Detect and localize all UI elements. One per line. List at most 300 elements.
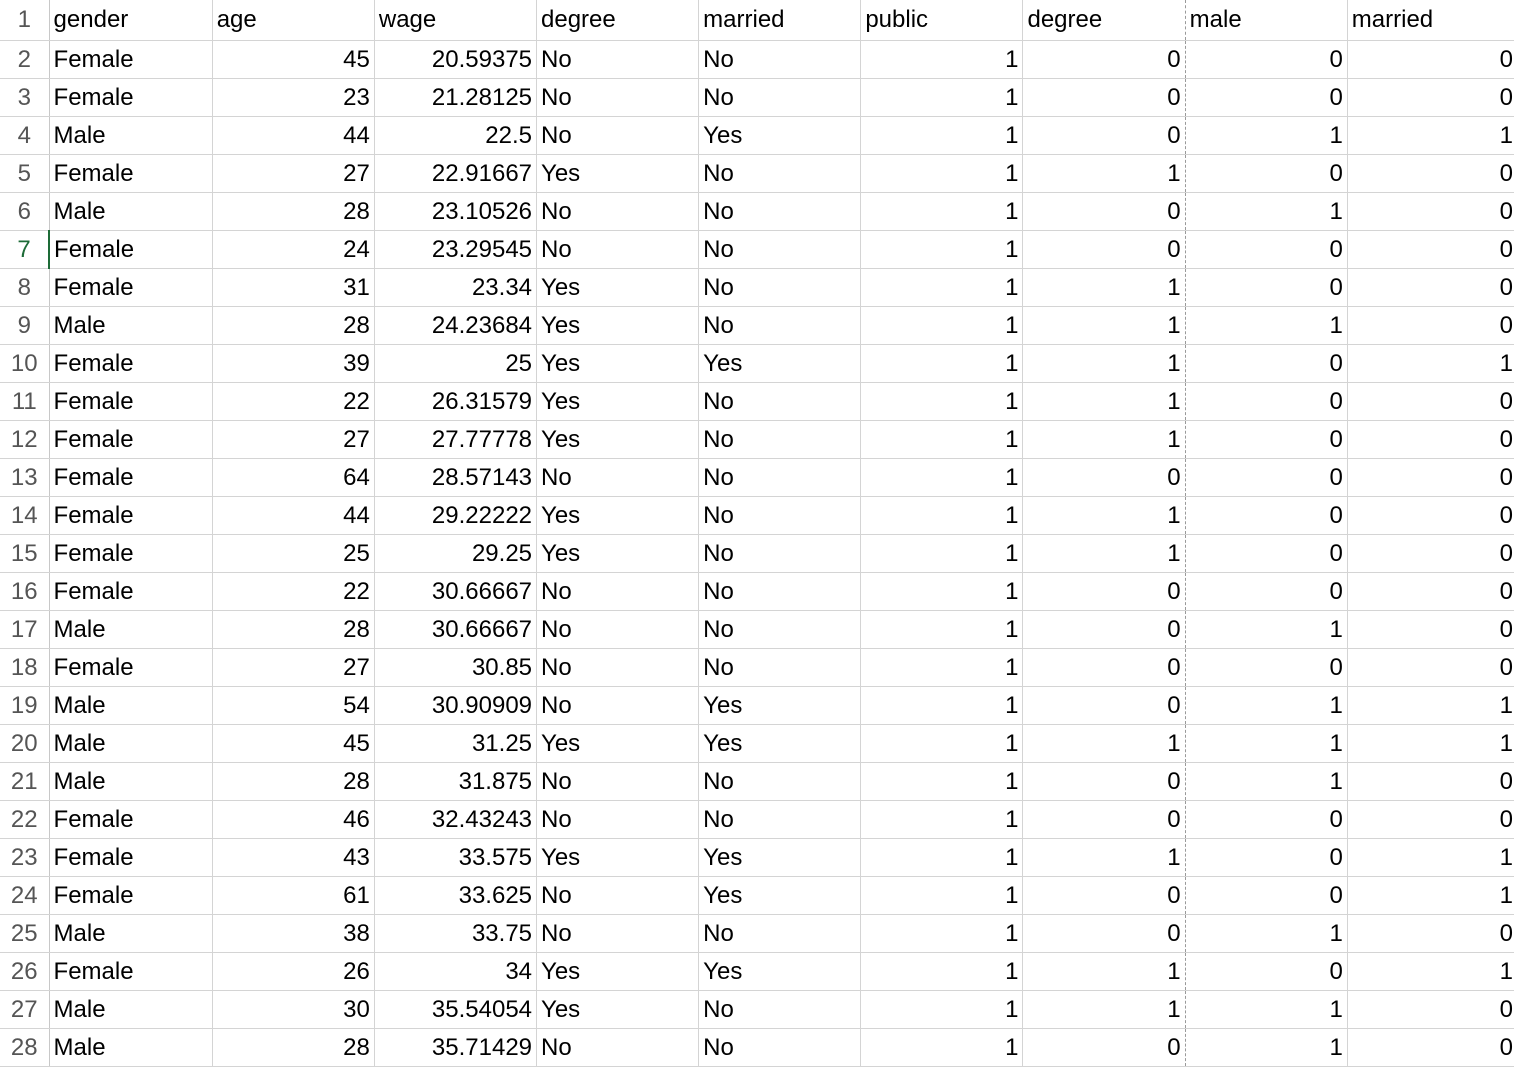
- table-cell[interactable]: 0: [1347, 915, 1514, 953]
- table-cell[interactable]: 28: [212, 611, 374, 649]
- table-cell[interactable]: Yes: [537, 383, 699, 421]
- table-cell[interactable]: 45: [212, 41, 374, 79]
- table-cell[interactable]: No: [699, 41, 861, 79]
- table-cell[interactable]: Female: [49, 801, 212, 839]
- table-cell[interactable]: 1: [1023, 535, 1185, 573]
- table-cell[interactable]: 30: [212, 991, 374, 1029]
- table-cell[interactable]: 1: [861, 687, 1023, 725]
- table-cell[interactable]: 33.75: [374, 915, 536, 953]
- table-cell[interactable]: 1: [1347, 953, 1514, 991]
- table-cell[interactable]: 27: [212, 649, 374, 687]
- table-cell[interactable]: Yes: [699, 877, 861, 915]
- table-cell[interactable]: 0: [1347, 193, 1514, 231]
- table-cell[interactable]: 1: [861, 611, 1023, 649]
- table-cell[interactable]: No: [699, 155, 861, 193]
- table-cell[interactable]: 0: [1347, 497, 1514, 535]
- table-cell[interactable]: Yes: [537, 155, 699, 193]
- table-cell[interactable]: 1: [1185, 915, 1347, 953]
- table-cell[interactable]: 29.22222: [374, 497, 536, 535]
- table-row: [0, 915, 1514, 953]
- table-cell[interactable]: 1: [1023, 307, 1185, 345]
- table-cell[interactable]: 32.43243: [374, 801, 536, 839]
- table-cell[interactable]: Female: [49, 459, 212, 497]
- table-cell[interactable]: No: [699, 535, 861, 573]
- table-cell[interactable]: No: [537, 193, 699, 231]
- table-row: [0, 649, 1514, 687]
- table-cell[interactable]: 61: [212, 877, 374, 915]
- table-row: [0, 231, 1514, 269]
- row-number[interactable]: 22: [0, 801, 49, 839]
- table-cell[interactable]: 1: [861, 573, 1023, 611]
- table-cell[interactable]: 1: [1185, 611, 1347, 649]
- table-cell[interactable]: 0: [1023, 763, 1185, 801]
- table-row: [0, 763, 1514, 801]
- table-cell[interactable]: No: [537, 573, 699, 611]
- table-cell[interactable]: 25: [212, 535, 374, 573]
- table-cell[interactable]: Female: [49, 41, 212, 79]
- table-row: [0, 193, 1514, 231]
- header-cell[interactable]: male: [1185, 0, 1347, 41]
- table-cell[interactable]: 27: [212, 155, 374, 193]
- table-cell[interactable]: No: [537, 877, 699, 915]
- table-cell[interactable]: 1: [861, 193, 1023, 231]
- table-cell[interactable]: Male: [49, 763, 212, 801]
- table-cell[interactable]: 1: [861, 155, 1023, 193]
- table-cell[interactable]: 0: [1347, 801, 1514, 839]
- table-cell[interactable]: 33.575: [374, 839, 536, 877]
- table-cell[interactable]: 1: [861, 915, 1023, 953]
- table-cell[interactable]: 0: [1185, 535, 1347, 573]
- table-row: [0, 117, 1514, 155]
- row-number[interactable]: 27: [0, 991, 49, 1029]
- table-cell[interactable]: Male: [49, 687, 212, 725]
- table-cell[interactable]: 45: [212, 725, 374, 763]
- header-cell[interactable]: degree: [537, 0, 699, 41]
- table-cell[interactable]: 29.25: [374, 535, 536, 573]
- table-cell[interactable]: Yes: [537, 725, 699, 763]
- table-row: [0, 687, 1514, 725]
- table-cell[interactable]: 31.875: [374, 763, 536, 801]
- table-cell[interactable]: 0: [1347, 421, 1514, 459]
- table-cell[interactable]: No: [699, 801, 861, 839]
- table-cell[interactable]: 1: [861, 307, 1023, 345]
- row-number[interactable]: 12: [0, 421, 49, 459]
- table-cell[interactable]: 54: [212, 687, 374, 725]
- table-row: [0, 801, 1514, 839]
- table-cell[interactable]: Yes: [537, 839, 699, 877]
- header-cell[interactable]: age: [212, 0, 374, 41]
- table-cell[interactable]: 1: [1023, 383, 1185, 421]
- row-number[interactable]: 3: [0, 79, 49, 117]
- table-cell[interactable]: No: [699, 269, 861, 307]
- table-cell[interactable]: No: [699, 79, 861, 117]
- table-cell[interactable]: Female: [49, 535, 212, 573]
- table-cell[interactable]: 1: [1185, 117, 1347, 155]
- table-cell[interactable]: Yes: [699, 117, 861, 155]
- table-cell[interactable]: No: [699, 1029, 861, 1067]
- table-cell[interactable]: 23: [212, 79, 374, 117]
- table-cell[interactable]: 0: [1185, 79, 1347, 117]
- table-cell[interactable]: 0: [1023, 649, 1185, 687]
- table-cell[interactable]: No: [537, 1029, 699, 1067]
- table-cell[interactable]: No: [699, 763, 861, 801]
- table-cell[interactable]: 0: [1347, 383, 1514, 421]
- table-cell[interactable]: 23.10526: [374, 193, 536, 231]
- table-cell[interactable]: 30.66667: [374, 573, 536, 611]
- table-row: [0, 41, 1514, 79]
- table-cell[interactable]: 0: [1023, 79, 1185, 117]
- row-number[interactable]: 24: [0, 877, 49, 915]
- table-cell[interactable]: 1: [861, 649, 1023, 687]
- row-number[interactable]: 11: [0, 383, 49, 421]
- row-number[interactable]: 17: [0, 611, 49, 649]
- table-cell[interactable]: No: [537, 41, 699, 79]
- table-cell[interactable]: 0: [1185, 839, 1347, 877]
- table-cell[interactable]: 1: [1347, 345, 1514, 383]
- table-cell[interactable]: 24: [212, 231, 374, 269]
- table-cell[interactable]: No: [699, 649, 861, 687]
- table-cell[interactable]: 1: [861, 421, 1023, 459]
- table-cell[interactable]: Male: [49, 991, 212, 1029]
- table-cell[interactable]: 0: [1185, 421, 1347, 459]
- table-cell[interactable]: 1: [1185, 763, 1347, 801]
- table-cell[interactable]: 0: [1347, 231, 1514, 269]
- table-cell[interactable]: 38: [212, 915, 374, 953]
- table-cell[interactable]: No: [537, 79, 699, 117]
- table-cell[interactable]: 35.71429: [374, 1029, 536, 1067]
- table-cell[interactable]: 1: [1185, 725, 1347, 763]
- table-cell[interactable]: 0: [1185, 877, 1347, 915]
- table-cell[interactable]: 0: [1185, 383, 1347, 421]
- table-cell[interactable]: 1: [1023, 953, 1185, 991]
- table-cell[interactable]: 1: [1023, 991, 1185, 1029]
- table-cell[interactable]: Yes: [537, 421, 699, 459]
- row-number[interactable]: 25: [0, 915, 49, 953]
- table-cell[interactable]: 1: [861, 991, 1023, 1029]
- table-cell[interactable]: 1: [861, 269, 1023, 307]
- table-cell[interactable]: 24.23684: [374, 307, 536, 345]
- table-cell[interactable]: Yes: [537, 345, 699, 383]
- table-cell[interactable]: No: [699, 573, 861, 611]
- table-cell[interactable]: Female: [49, 953, 212, 991]
- table-row: [0, 839, 1514, 877]
- table-cell[interactable]: Female: [49, 231, 212, 269]
- table-row: [0, 611, 1514, 649]
- table-cell[interactable]: 0: [1023, 231, 1185, 269]
- table-cell[interactable]: Male: [49, 725, 212, 763]
- table-row: [0, 421, 1514, 459]
- table-cell[interactable]: 0: [1185, 155, 1347, 193]
- table-cell[interactable]: 0: [1185, 649, 1347, 687]
- table-cell[interactable]: 0: [1347, 611, 1514, 649]
- table-cell[interactable]: Female: [49, 383, 212, 421]
- table-cell[interactable]: 28.57143: [374, 459, 536, 497]
- table-cell[interactable]: 20.59375: [374, 41, 536, 79]
- table-cell[interactable]: 28: [212, 1029, 374, 1067]
- table-cell[interactable]: 1: [1023, 269, 1185, 307]
- table-cell[interactable]: 0: [1023, 1029, 1185, 1067]
- table-cell[interactable]: 1: [861, 801, 1023, 839]
- table-cell[interactable]: 1: [1347, 687, 1514, 725]
- table-cell[interactable]: 1: [1185, 1029, 1347, 1067]
- table-cell[interactable]: 0: [1023, 193, 1185, 231]
- table-cell[interactable]: 1: [1347, 725, 1514, 763]
- table-cell[interactable]: Female: [49, 345, 212, 383]
- table-cell[interactable]: 25: [374, 345, 536, 383]
- table-cell[interactable]: 1: [861, 459, 1023, 497]
- table-cell[interactable]: No: [699, 193, 861, 231]
- table-row: [0, 877, 1514, 915]
- table-cell[interactable]: Male: [49, 915, 212, 953]
- table-cell[interactable]: No: [537, 801, 699, 839]
- row-number[interactable]: 20: [0, 725, 49, 763]
- table-cell[interactable]: Yes: [537, 991, 699, 1029]
- table-cell[interactable]: Yes: [699, 839, 861, 877]
- table-cell[interactable]: No: [699, 611, 861, 649]
- table-cell[interactable]: 1: [861, 535, 1023, 573]
- table-cell[interactable]: 0: [1347, 41, 1514, 79]
- header-cell[interactable]: married: [699, 0, 861, 41]
- table-cell[interactable]: No: [699, 497, 861, 535]
- table-cell[interactable]: 1: [861, 839, 1023, 877]
- table-cell[interactable]: Female: [49, 79, 212, 117]
- table-cell[interactable]: 1: [1347, 877, 1514, 915]
- table-cell[interactable]: 27.77778: [374, 421, 536, 459]
- table-cell[interactable]: Female: [49, 497, 212, 535]
- table-cell[interactable]: 39: [212, 345, 374, 383]
- table-cell[interactable]: 0: [1347, 307, 1514, 345]
- table-cell[interactable]: No: [699, 991, 861, 1029]
- table-cell[interactable]: Male: [49, 307, 212, 345]
- table-cell[interactable]: Yes: [537, 535, 699, 573]
- table-cell[interactable]: 0: [1023, 915, 1185, 953]
- header-cell[interactable]: public: [861, 0, 1023, 41]
- table-cell[interactable]: 44: [212, 497, 374, 535]
- row-number[interactable]: 1: [0, 0, 49, 41]
- row-number[interactable]: 5: [0, 155, 49, 193]
- row-number[interactable]: 8: [0, 269, 49, 307]
- table-cell[interactable]: Yes: [537, 269, 699, 307]
- table-cell[interactable]: Yes: [699, 345, 861, 383]
- table-cell[interactable]: No: [537, 763, 699, 801]
- row-number[interactable]: 26: [0, 953, 49, 991]
- table-cell[interactable]: 0: [1185, 231, 1347, 269]
- row-number[interactable]: 14: [0, 497, 49, 535]
- table-cell[interactable]: 0: [1347, 649, 1514, 687]
- table-cell[interactable]: 0: [1023, 573, 1185, 611]
- table-cell[interactable]: 1: [1185, 307, 1347, 345]
- table-row: [0, 269, 1514, 307]
- header-cell[interactable]: married: [1347, 0, 1514, 41]
- table-cell[interactable]: 22.91667: [374, 155, 536, 193]
- table-cell[interactable]: Female: [49, 155, 212, 193]
- table-cell[interactable]: No: [537, 117, 699, 155]
- table-cell[interactable]: 0: [1023, 459, 1185, 497]
- table-cell[interactable]: 22: [212, 383, 374, 421]
- table-row: [0, 459, 1514, 497]
- table-cell[interactable]: Yes: [699, 725, 861, 763]
- table-cell[interactable]: 0: [1185, 345, 1347, 383]
- table-cell[interactable]: No: [537, 611, 699, 649]
- table-cell[interactable]: No: [537, 459, 699, 497]
- row-number[interactable]: 2: [0, 41, 49, 79]
- row-number[interactable]: 19: [0, 687, 49, 725]
- table-row: [0, 953, 1514, 991]
- table-cell[interactable]: 1: [861, 497, 1023, 535]
- table-cell[interactable]: 0: [1347, 1029, 1514, 1067]
- table-cell[interactable]: 0: [1023, 801, 1185, 839]
- header-cell[interactable]: wage: [374, 0, 536, 41]
- table-cell[interactable]: Female: [49, 649, 212, 687]
- table-cell[interactable]: 1: [861, 877, 1023, 915]
- table-cell[interactable]: 0: [1023, 41, 1185, 79]
- table-cell[interactable]: No: [699, 307, 861, 345]
- table-cell[interactable]: 31.25: [374, 725, 536, 763]
- header-cell[interactable]: degree: [1023, 0, 1185, 41]
- table-cell[interactable]: No: [699, 383, 861, 421]
- table-cell[interactable]: 0: [1023, 687, 1185, 725]
- table-cell[interactable]: Male: [49, 117, 212, 155]
- table-cell[interactable]: 1: [861, 231, 1023, 269]
- table-cell[interactable]: 31: [212, 269, 374, 307]
- table-cell[interactable]: 1: [1185, 991, 1347, 1029]
- table-cell[interactable]: 22.5: [374, 117, 536, 155]
- table-cell[interactable]: No: [699, 915, 861, 953]
- table-cell[interactable]: 0: [1185, 953, 1347, 991]
- table-cell[interactable]: 26.31579: [374, 383, 536, 421]
- table-cell[interactable]: No: [537, 915, 699, 953]
- row-number[interactable]: 23: [0, 839, 49, 877]
- table-cell[interactable]: 0: [1185, 269, 1347, 307]
- table-cell[interactable]: 30.85: [374, 649, 536, 687]
- table-cell[interactable]: 1: [1347, 839, 1514, 877]
- table-cell[interactable]: 1: [1185, 193, 1347, 231]
- table-cell[interactable]: 0: [1347, 269, 1514, 307]
- table-cell[interactable]: 0: [1347, 459, 1514, 497]
- table-cell[interactable]: 1: [1185, 687, 1347, 725]
- table-cell[interactable]: 43: [212, 839, 374, 877]
- table-cell[interactable]: 1: [861, 1029, 1023, 1067]
- table-cell[interactable]: Female: [49, 839, 212, 877]
- table-cell[interactable]: Female: [49, 877, 212, 915]
- table-cell[interactable]: 1: [861, 79, 1023, 117]
- table-row: [0, 345, 1514, 383]
- row-number[interactable]: 18: [0, 649, 49, 687]
- table-cell[interactable]: 0: [1347, 991, 1514, 1029]
- table-cell[interactable]: 0: [1023, 611, 1185, 649]
- table-cell[interactable]: 22: [212, 573, 374, 611]
- table-cell[interactable]: Yes: [537, 953, 699, 991]
- table-cell[interactable]: 46: [212, 801, 374, 839]
- row-number[interactable]: 15: [0, 535, 49, 573]
- table-cell[interactable]: Male: [49, 611, 212, 649]
- table-cell[interactable]: 0: [1023, 117, 1185, 155]
- table-cell[interactable]: 0: [1347, 535, 1514, 573]
- table-cell[interactable]: 1: [1023, 345, 1185, 383]
- table-cell[interactable]: No: [699, 231, 861, 269]
- table-cell[interactable]: 0: [1023, 877, 1185, 915]
- table-cell[interactable]: Female: [49, 573, 212, 611]
- table-cell[interactable]: 0: [1185, 573, 1347, 611]
- table-cell[interactable]: 1: [861, 117, 1023, 155]
- table-cell[interactable]: No: [537, 649, 699, 687]
- table-cell[interactable]: 28: [212, 307, 374, 345]
- table-cell[interactable]: 1: [861, 383, 1023, 421]
- table-cell[interactable]: Yes: [699, 953, 861, 991]
- table-cell[interactable]: 0: [1185, 497, 1347, 535]
- row-number[interactable]: 13: [0, 459, 49, 497]
- table-cell[interactable]: Yes: [537, 497, 699, 535]
- table-cell[interactable]: 35.54054: [374, 991, 536, 1029]
- table-cell[interactable]: 30.66667: [374, 611, 536, 649]
- table-row: [0, 991, 1514, 1029]
- table-cell[interactable]: No: [537, 687, 699, 725]
- table-cell[interactable]: 1: [861, 345, 1023, 383]
- table-cell[interactable]: 28: [212, 193, 374, 231]
- row-number[interactable]: 21: [0, 763, 49, 801]
- table-cell[interactable]: 23.29545: [374, 231, 536, 269]
- table-cell[interactable]: 1: [1023, 421, 1185, 459]
- table-row: [0, 1029, 1514, 1067]
- table-cell[interactable]: Yes: [537, 307, 699, 345]
- table-cell[interactable]: Male: [49, 1029, 212, 1067]
- table-cell[interactable]: 21.28125: [374, 79, 536, 117]
- table-cell[interactable]: Female: [49, 421, 212, 459]
- row-number[interactable]: 9: [0, 307, 49, 345]
- row-number[interactable]: 16: [0, 573, 49, 611]
- table-cell[interactable]: 1: [1023, 155, 1185, 193]
- table-cell[interactable]: 0: [1347, 79, 1514, 117]
- table-cell[interactable]: 33.625: [374, 877, 536, 915]
- table-cell[interactable]: 1: [861, 41, 1023, 79]
- table-cell[interactable]: 1: [861, 725, 1023, 763]
- table-cell[interactable]: 30.90909: [374, 687, 536, 725]
- table-cell[interactable]: 1: [1023, 725, 1185, 763]
- table-cell[interactable]: 34: [374, 953, 536, 991]
- table-cell[interactable]: 44: [212, 117, 374, 155]
- table-cell[interactable]: No: [699, 421, 861, 459]
- table-cell[interactable]: Yes: [699, 687, 861, 725]
- table-cell[interactable]: No: [699, 459, 861, 497]
- table-cell[interactable]: 1: [1023, 497, 1185, 535]
- row-number[interactable]: 4: [0, 117, 49, 155]
- row-number[interactable]: 28: [0, 1029, 49, 1067]
- table-cell[interactable]: 0: [1347, 763, 1514, 801]
- table-cell[interactable]: 0: [1347, 155, 1514, 193]
- table-cell[interactable]: Male: [49, 193, 212, 231]
- table-cell[interactable]: 1: [1347, 117, 1514, 155]
- table-cell[interactable]: 0: [1185, 41, 1347, 79]
- row-number[interactable]: 10: [0, 345, 49, 383]
- table-cell[interactable]: Female: [49, 269, 212, 307]
- row-number[interactable]: 7: [0, 231, 49, 269]
- table-cell[interactable]: 28: [212, 763, 374, 801]
- table-cell[interactable]: 0: [1185, 801, 1347, 839]
- table-cell[interactable]: 26: [212, 953, 374, 991]
- table-cell[interactable]: 0: [1185, 459, 1347, 497]
- table-cell[interactable]: 1: [861, 763, 1023, 801]
- table-cell[interactable]: 64: [212, 459, 374, 497]
- table-cell[interactable]: 27: [212, 421, 374, 459]
- table-cell[interactable]: 1: [1023, 839, 1185, 877]
- table-cell[interactable]: No: [537, 231, 699, 269]
- table-row: [0, 725, 1514, 763]
- table-cell[interactable]: 23.34: [374, 269, 536, 307]
- table-cell[interactable]: 0: [1347, 573, 1514, 611]
- row-number[interactable]: 6: [0, 193, 49, 231]
- header-cell[interactable]: gender: [49, 0, 212, 41]
- table-cell[interactable]: 1: [861, 953, 1023, 991]
